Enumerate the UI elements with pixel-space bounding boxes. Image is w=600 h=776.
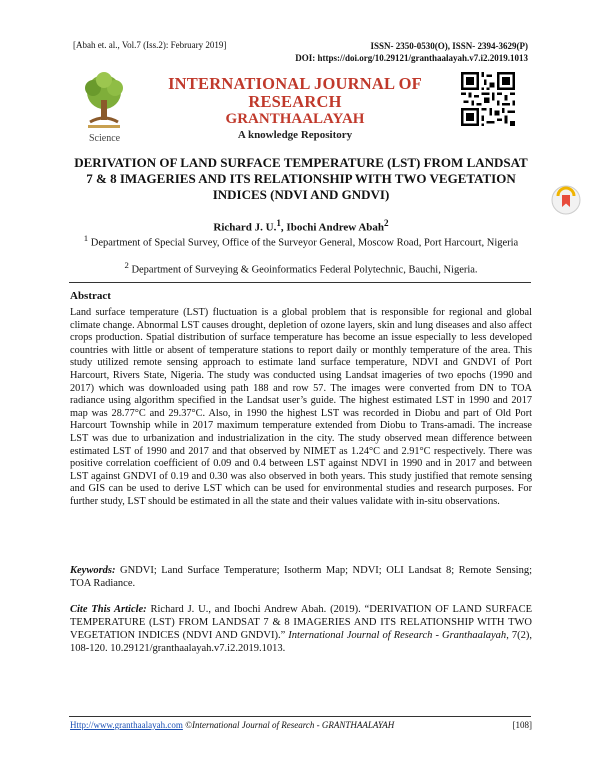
- affiliation-text: Department of Special Survey, Office of the Surveyor General, Moscow Road, Port Harcourt, Nigeria: [90, 237, 519, 249]
- affiliation-mark: 2: [124, 260, 129, 270]
- footer-credit: [70, 720, 394, 730]
- abstract-body: Land surface temperature (LST) fluctuation is a global problem that is responsible for regional and global climate change. Abnormal LST causes drought, depletion of ozone layers, skin and lung diseases and also affect crops production. Spatial distribution of surface temperature has become an issue especially to less developed countries with little or absent of temperature stations to report daily or monthly temperature of the area. This study utilized remote sensing approach to estimate land surface temperature, NDVI and GNDVI of Port Harcourt, Rivers State, Nigeria. The study was conducted using Landsat imageries of two epochs (1990 and 2017) which was downloaded using path 188 and row 57. The images were converted from DN to TOA radiance using algorithm specified in the Landsat user’s guide. The highest estimated LST in 1990 and 2017 map was 28.77°C and 29.37°C. Also, in 1990 the highest LST was recorded in Diobu and part of Old Port Harcourt Township while in 2017 maximum temperature extended from Diobu to Trans-amadi. The increase LST was due to urbanization and industrialization in the city. The study observed mean difference between estimated LST of 1990 and 2017 and that observed by NIMET as 1.24°C and 2.91°C respectively. There was positive correlation coefficient of 0.09 and 0.4 between LST against NDVI in 1990 and in 2017 and between LST against GNDVI of 0.19 and 0.30 was also observed in both years. This study justified that remote sensing and GIS can be used to derive LST which can be used for environmental studies and research purposes. For further study, LST should be estimated in all the state and their values validate with in-situ observations.: [70, 307, 532, 507]
- bookmark-badge-icon[interactable]: [551, 185, 581, 215]
- affiliation-mark: 1: [83, 233, 89, 243]
- cite-label: Cite This Article:: [70, 604, 147, 615]
- qr-code-icon: [461, 72, 515, 126]
- author-affiliation-mark: 2: [384, 218, 389, 228]
- cite-text: Richard J. U., and Ibochi Andrew Abah. (2019). “DERIVATION OF LAND SURFACE TEMPERATURE (LST) FROM LANDSAT 7 & 8 IMAGERIES AND ITS RELATIONSHIP WITH TWO VEGETATION INDICES (NDVI AND GNDVI).”: [70, 604, 532, 641]
- journal-url-link[interactable]: Http://www.granthaalayah.com: [70, 720, 183, 730]
- journal-masthead: [140, 75, 450, 142]
- author-name: Ibochi Andrew Abah: [286, 221, 385, 234]
- keywords-text: GNDVI; Land Surface Temperature; Isotherm Map; NDVI; OLI Landsat 8; Remote Sensing; TOA Radiance.: [70, 565, 532, 589]
- keywords: [70, 564, 532, 590]
- running-header-ids: [295, 40, 528, 64]
- author-affiliation-mark: 1: [276, 218, 281, 228]
- abstract-heading: Abstract: [70, 290, 111, 302]
- journal-title-line2: GRANTHAALAYAH: [225, 111, 365, 127]
- article-title: DERIVATION OF LAND SURFACE TEMPERATURE (LST) FROM LANDSAT 7 & 8 IMAGERIES AND ITS RELATIONSHIP WITH TWO VEGETATION INDICES (NDVI AND GNDVI): [74, 155, 528, 202]
- footer-divider: [69, 716, 531, 717]
- author-separator: ,: [280, 221, 287, 234]
- footer-copyright: ©International Journal of Research - GRANTHAALAYAH: [182, 720, 395, 730]
- doi-link[interactable]: DOI: https://doi.org/10.29121/granthaalayah.v7.i2.2019.1013: [295, 53, 528, 63]
- affiliation-1: [70, 232, 532, 250]
- affiliation-2: [70, 259, 532, 277]
- author-name: Richard J. U.: [213, 221, 277, 234]
- running-header-citation: [Abah et. al., Vol.7 (Iss.2): February 2019]: [73, 40, 227, 50]
- cite-journal: International Journal of Research - Granthaalayah: [288, 630, 507, 641]
- affiliation-text: Department of Surveying & Geoinformatics Federal Polytechnic, Bauchi, Nigeria.: [131, 264, 478, 276]
- section-label: Science: [89, 133, 121, 144]
- journal-title-line1: INTERNATIONAL JOURNAL OF RESEARCH: [168, 74, 422, 111]
- page-footer: [70, 720, 532, 730]
- cite-tail: , 7(2), 108-120. 10.29121/granthaalayah.v7.i2.2019.1013.: [70, 630, 532, 654]
- journal-tagline: A knowledge Repository: [237, 129, 353, 141]
- journal-logo-icon: [78, 70, 130, 132]
- divider: [69, 282, 531, 283]
- page-number: [108]: [512, 720, 532, 730]
- citation-block: [70, 603, 532, 655]
- issn-text: ISSN- 2350-0530(O), ISSN- 2394-3629(P): [370, 41, 528, 51]
- keywords-label: Keywords:: [70, 565, 116, 576]
